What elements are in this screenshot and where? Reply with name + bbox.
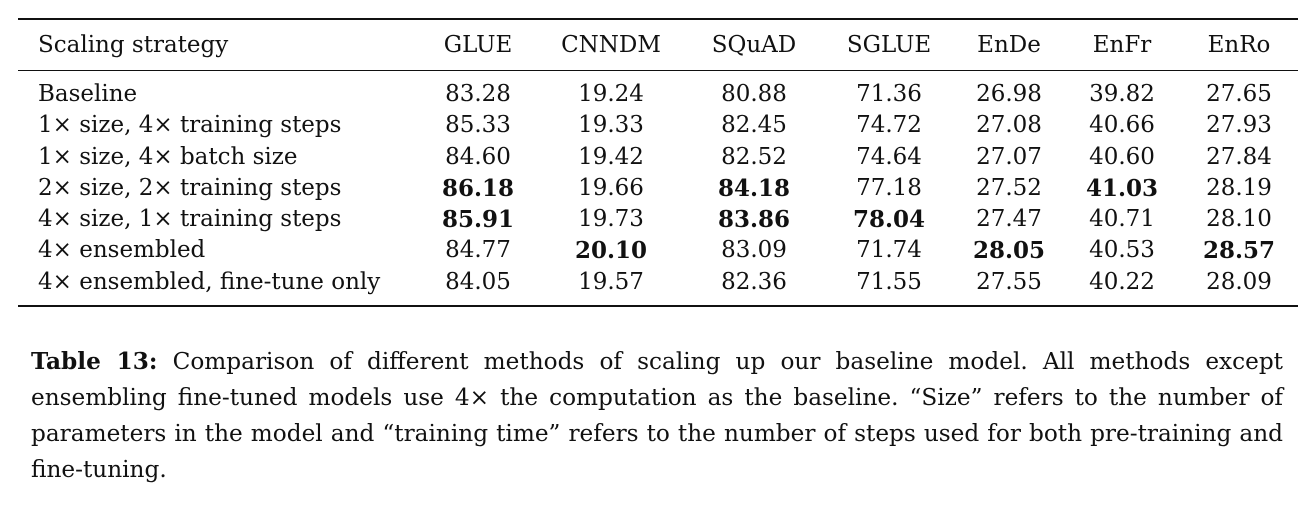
cell-squad: 84.18 [717, 174, 791, 202]
cell-enro: 28.10 [1206, 206, 1272, 233]
row-label: 4× ensembled [38, 237, 206, 264]
column-header-sglue: SGLUE [846, 32, 932, 58]
cell-cnndm: 19.42 [578, 143, 644, 170]
row-label: 1× size, 4× batch size [38, 143, 298, 170]
table-row [18, 142, 1298, 173]
cell-ende: 26.98 [976, 81, 1042, 107]
cell-enfr: 41.03 [1085, 174, 1159, 202]
table-row [18, 204, 1298, 235]
table-header-row [18, 20, 1298, 70]
cell-enro: 27.93 [1206, 112, 1272, 139]
cell-glue: 84.05 [445, 268, 511, 295]
column-header-glue: GLUE [443, 32, 513, 58]
cell-squad: 83.86 [717, 206, 791, 234]
cell-enfr: 40.66 [1089, 112, 1155, 139]
cell-sglue: 71.55 [856, 268, 922, 295]
table-row [18, 235, 1298, 266]
column-header-ende: EnDe [977, 32, 1041, 58]
cell-enro: 28.09 [1206, 268, 1272, 295]
cell-glue: 85.91 [441, 206, 515, 234]
table-caption [31, 344, 1283, 488]
cell-squad: 80.88 [721, 81, 787, 107]
cell-cnndm: 20.10 [574, 237, 648, 265]
cell-enfr: 40.71 [1089, 206, 1155, 233]
cell-cnndm: 19.57 [578, 268, 644, 295]
cell-squad: 83.09 [721, 237, 787, 264]
row-label: 4× ensembled, fine-tune only [38, 268, 381, 295]
cell-enro: 27.84 [1206, 143, 1272, 170]
cell-glue: 83.28 [445, 81, 511, 107]
caption-text: Comparison of different methods of scaling up our baseline model. All methods except ensembling fine-tuned models use 4× the computation as the baseline. “Size” refers to the number of parameters in the model and “training time” refers to the number of steps used for both pre-training and fine-tuning. [31, 348, 1284, 483]
cell-enfr: 40.53 [1089, 237, 1155, 264]
cell-sglue: 77.18 [856, 174, 922, 201]
cell-sglue: 74.64 [856, 143, 922, 170]
cell-glue: 86.18 [441, 174, 515, 202]
cell-sglue: 78.04 [852, 206, 926, 234]
cell-squad: 82.45 [721, 112, 787, 139]
results-table-body [18, 71, 1298, 305]
cell-ende: 27.07 [976, 143, 1042, 170]
cell-squad: 82.52 [721, 143, 787, 170]
column-header-cnndm: CNNDM [561, 32, 661, 58]
cell-squad: 82.36 [721, 268, 787, 295]
table-row [18, 267, 1298, 305]
cell-enfr: 40.60 [1089, 143, 1155, 170]
column-header-enfr: EnFr [1092, 32, 1152, 58]
cell-enfr: 40.22 [1089, 268, 1155, 295]
row-label: 1× size, 4× training steps [38, 112, 342, 139]
cell-enro: 28.57 [1202, 237, 1276, 265]
table-row [18, 173, 1298, 204]
cell-ende: 27.55 [976, 268, 1042, 295]
cell-cnndm: 19.33 [578, 112, 644, 139]
cell-ende: 27.52 [976, 174, 1042, 201]
cell-ende: 27.08 [976, 112, 1042, 139]
column-header-scaling-strategy: Scaling strategy [38, 32, 229, 58]
row-label: Baseline [38, 81, 138, 107]
results-table-container [18, 18, 1298, 307]
cell-ende: 28.05 [972, 237, 1046, 265]
cell-enfr: 39.82 [1089, 81, 1155, 107]
cell-enro: 28.19 [1206, 174, 1272, 201]
cell-enro: 27.65 [1206, 81, 1272, 107]
table-bottom-rule [18, 305, 1298, 307]
column-header-squad: SQuAD [711, 32, 797, 58]
table-row [18, 71, 1298, 110]
cell-glue: 84.60 [445, 143, 511, 170]
column-header-enro: EnRo [1207, 32, 1271, 58]
cell-cnndm: 19.73 [578, 206, 644, 233]
cell-sglue: 71.74 [856, 237, 922, 264]
row-label: 4× size, 1× training steps [38, 206, 342, 233]
results-table [18, 20, 1298, 70]
cell-cnndm: 19.24 [578, 81, 644, 107]
cell-glue: 84.77 [445, 237, 511, 264]
table-body [18, 71, 1298, 305]
cell-sglue: 71.36 [856, 81, 922, 107]
caption-label: Table 13: [31, 348, 158, 375]
row-label: 2× size, 2× training steps [38, 174, 342, 201]
cell-glue: 85.33 [445, 112, 511, 139]
cell-sglue: 74.72 [856, 112, 922, 139]
cell-cnndm: 19.66 [578, 174, 644, 201]
table-row [18, 110, 1298, 141]
cell-ende: 27.47 [976, 206, 1042, 233]
